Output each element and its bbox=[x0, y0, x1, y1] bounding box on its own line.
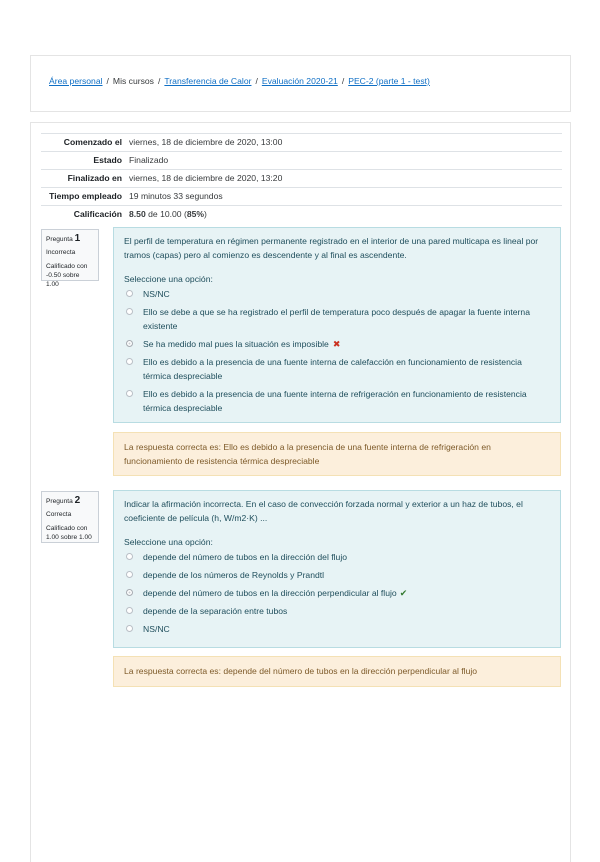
answer-radio[interactable] bbox=[126, 607, 133, 614]
question-2-formulation bbox=[113, 490, 561, 648]
question-text: Indicar la afirmación incorrecta. En el caso de convección forzada normal y exterior a un haz de tubos, el coeficiente de película (h, W/m2·K) ... bbox=[124, 499, 523, 523]
answer-prompt: Seleccione una opción: bbox=[124, 537, 213, 547]
answer-option-selected bbox=[124, 586, 550, 600]
state-value: Finalizado bbox=[125, 152, 562, 170]
answer-radio-selected[interactable] bbox=[126, 340, 133, 347]
answer-option bbox=[124, 604, 550, 618]
answer-option-label: depende del número de tubos en la dirección perpendicular al flujo bbox=[143, 588, 397, 598]
question-grade: Calificado con -0.50 sobre 1.00 bbox=[46, 263, 88, 288]
grade-label: Calificación bbox=[41, 206, 125, 224]
answer-radio[interactable] bbox=[126, 571, 133, 578]
grade-percent: 85% bbox=[186, 209, 205, 219]
answer-radio-selected[interactable] bbox=[126, 589, 133, 596]
question-2-info bbox=[41, 491, 99, 543]
time-label: Tiempo empleado bbox=[41, 188, 125, 206]
breadcrumb-item-my-courses: Mis cursos bbox=[112, 76, 154, 86]
answer-option bbox=[124, 305, 550, 333]
grade-score: 8.50 bbox=[129, 209, 146, 219]
grade-close: ) bbox=[204, 209, 207, 219]
incorrect-x-icon: ✖ bbox=[332, 339, 341, 349]
summary-row-state bbox=[41, 152, 562, 170]
answer-option-label: depende de los números de Reynolds y Prandtl bbox=[143, 570, 325, 580]
attempt-summary-table bbox=[41, 133, 562, 223]
breadcrumb-link-dashboard[interactable]: Área personal bbox=[49, 76, 103, 86]
breadcrumb-link-quiz[interactable]: PEC-2 (parte 1 - test) bbox=[348, 76, 430, 86]
summary-row-grade bbox=[41, 206, 562, 224]
answer-option-label: Ello es debido a la presencia de una fuente interna de refrigeración en funcionamiento de resistencia térmica despreciable bbox=[143, 389, 527, 413]
answer-option-selected bbox=[124, 337, 550, 351]
breadcrumb-link-section[interactable]: Evaluación 2020-21 bbox=[261, 76, 338, 86]
breadcrumb-card bbox=[30, 55, 571, 112]
question-state: Correcta bbox=[46, 511, 72, 518]
answer-option-label: depende del número de tubos en la dirección del flujo bbox=[143, 552, 348, 562]
correct-check-icon: ✔ bbox=[399, 588, 408, 598]
grade-value bbox=[125, 206, 562, 224]
answer-option-label: depende de la separación entre tubos bbox=[143, 606, 288, 616]
question-number: 2 bbox=[74, 495, 81, 506]
question-state: Incorrecta bbox=[46, 249, 76, 256]
quiz-review-card bbox=[30, 122, 571, 862]
state-label: Estado bbox=[41, 152, 125, 170]
breadcrumb-separator: / bbox=[255, 76, 258, 86]
question-1-formulation bbox=[113, 227, 561, 423]
answer-option bbox=[124, 550, 550, 564]
answer-option-label: NS/NC bbox=[143, 624, 170, 634]
answer-radio[interactable] bbox=[126, 625, 133, 632]
answer-radio[interactable] bbox=[126, 553, 133, 560]
question-label: Pregunta bbox=[46, 498, 73, 505]
started-value: viernes, 18 de diciembre de 2020, 13:00 bbox=[125, 134, 562, 152]
answer-option-label: Ello se debe a que se ha registrado el perfil de temperatura poco después de apagar la fuente interna existente bbox=[143, 307, 530, 331]
answer-option bbox=[124, 387, 550, 415]
started-label: Comenzado el bbox=[41, 134, 125, 152]
grade-rest: de 10.00 ( bbox=[145, 209, 187, 219]
breadcrumb-separator: / bbox=[106, 76, 109, 86]
summary-row-completed bbox=[41, 170, 562, 188]
answer-option bbox=[124, 355, 550, 383]
question-grade: Calificado con 1.00 sobre 1.00 bbox=[46, 525, 92, 541]
answer-option-label: Se ha medido mal pues la situación es imposible bbox=[143, 339, 329, 349]
answer-option-label: NS/NC bbox=[143, 289, 170, 299]
answer-prompt: Seleccione una opción: bbox=[124, 274, 213, 284]
breadcrumb-separator: / bbox=[341, 76, 345, 86]
answer-radio[interactable] bbox=[126, 308, 133, 315]
answer-radio[interactable] bbox=[126, 358, 133, 365]
breadcrumb-link-course[interactable]: Transferencia de Calor bbox=[164, 76, 252, 86]
question-2-feedback: La respuesta correcta es: depende del número de tubos en la dirección perpendicular al flujo bbox=[113, 656, 561, 687]
question-text: El perfil de temperatura en régimen permanente registrado en el interior de una pared multicapa es lineal por tramos (capas) pero al comienzo es descendente y al final es ascendente. bbox=[124, 236, 539, 260]
answer-option bbox=[124, 622, 550, 636]
answer-option-label: Ello es debido a la presencia de una fuente interna de calefacción en funcionamiento de resistencia térmica despreciable bbox=[143, 357, 522, 381]
breadcrumb-separator: / bbox=[157, 76, 161, 86]
question-number: 1 bbox=[74, 233, 81, 244]
question-1-info bbox=[41, 229, 99, 288]
answer-option bbox=[124, 568, 550, 582]
breadcrumb bbox=[49, 76, 430, 86]
completed-value: viernes, 18 de diciembre de 2020, 13:20 bbox=[125, 170, 562, 188]
answer-option bbox=[124, 287, 550, 301]
answer-radio[interactable] bbox=[126, 290, 133, 297]
completed-label: Finalizado en bbox=[41, 170, 125, 188]
question-label: Pregunta bbox=[46, 236, 73, 243]
summary-row-started bbox=[41, 134, 562, 152]
time-value: 19 minutos 33 segundos bbox=[125, 188, 562, 206]
question-1-feedback: La respuesta correcta es: Ello es debido a la presencia de una fuente interna de refrigeración en funcionamiento de resistencia térmica despreciable bbox=[113, 432, 561, 476]
summary-row-time bbox=[41, 188, 562, 206]
answer-radio[interactable] bbox=[126, 390, 133, 397]
